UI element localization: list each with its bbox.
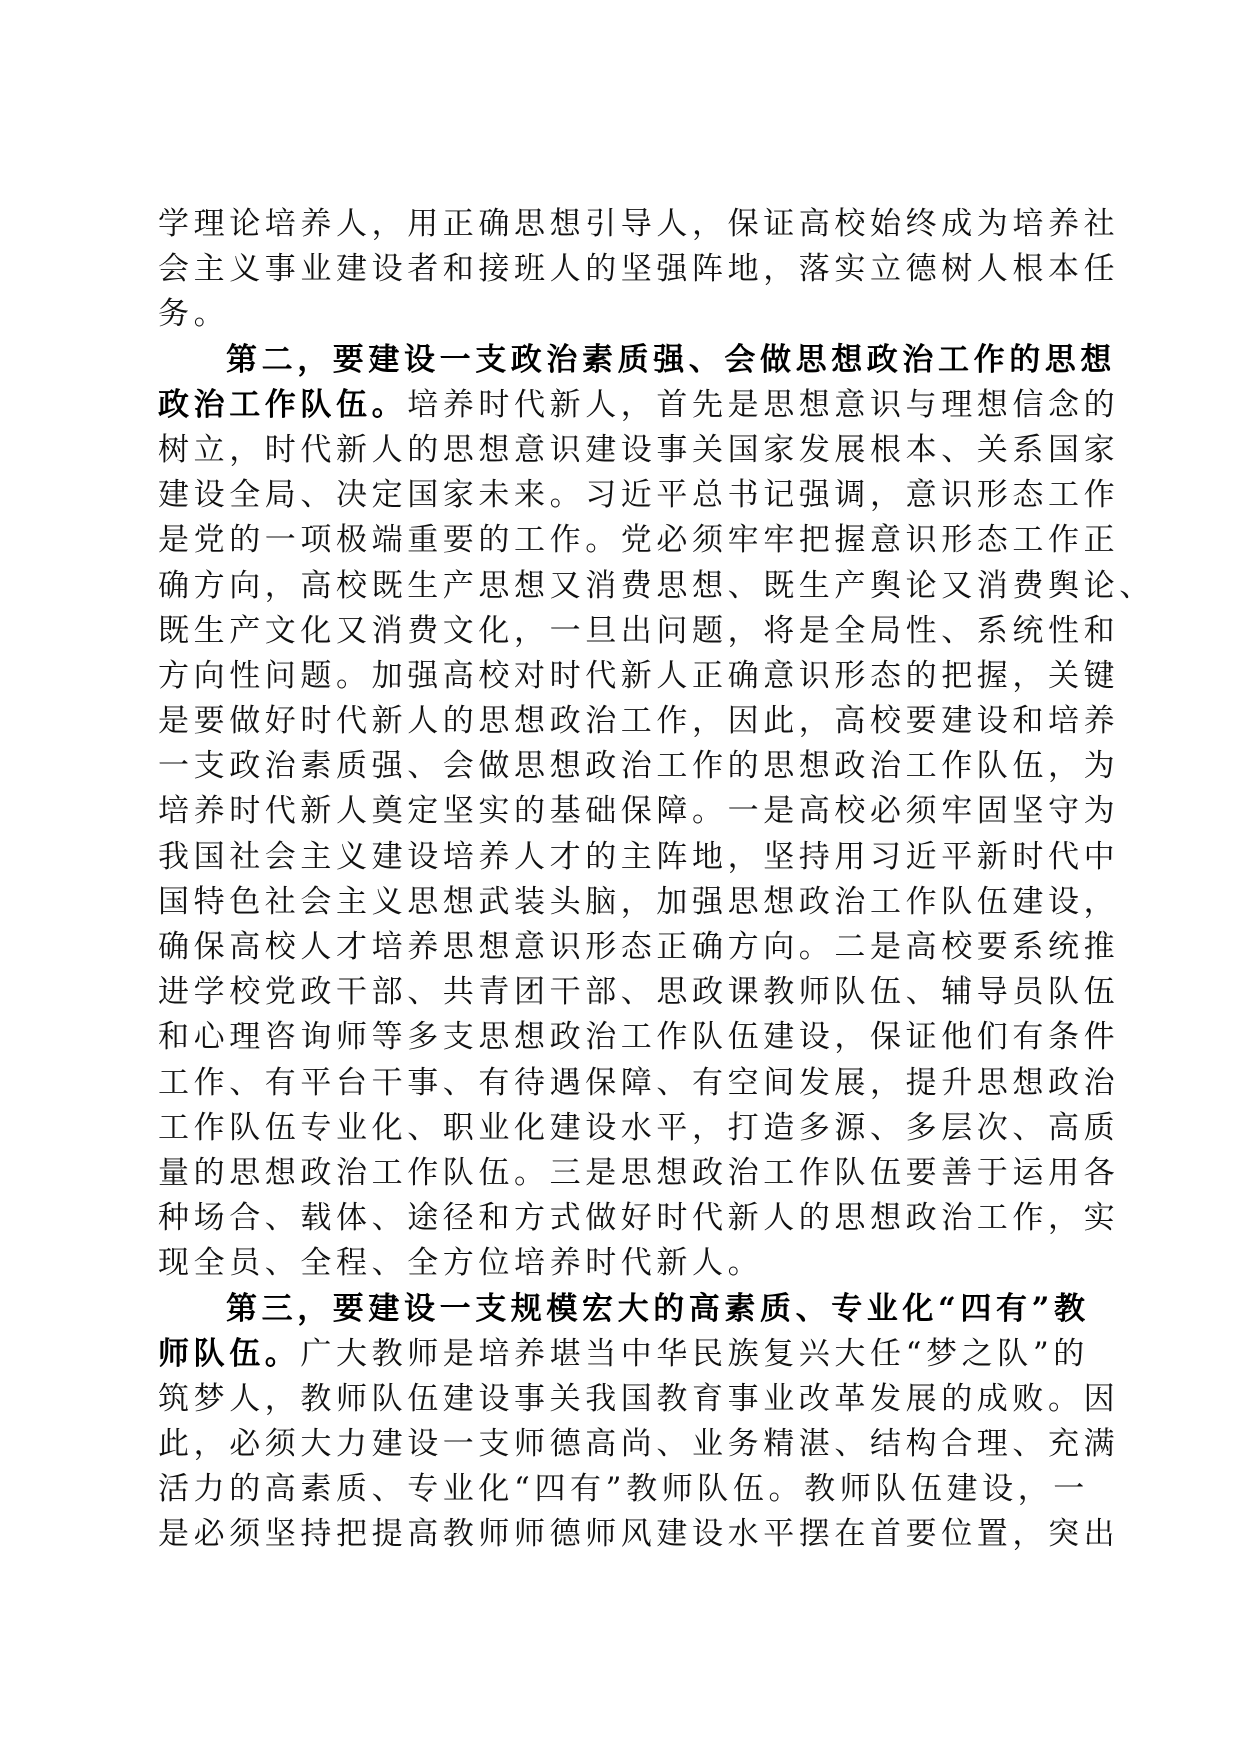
text-line: 工作队伍专业化、职业化建设水平，打造多源、多层次、高质	[158, 1109, 1120, 1146]
text-line: 既生产文化又消费文化，一旦出问题，将是全局性、系统性和	[158, 612, 1120, 649]
text-line: 一支政治素质强、会做思想政治工作的思想政治工作队伍，为	[158, 748, 1120, 785]
text-line: 此，必须大力建设一支师德高尚、业务精湛、结构合理、充满	[158, 1426, 1120, 1463]
section-heading-2-end: 政治工作队伍。	[158, 386, 408, 423]
text-line: 树立，时代新人的思想意识建设事关国家发展根本、关系国家	[158, 431, 1120, 468]
text-line	[158, 1332, 1088, 1377]
section-heading-3-end: 师队伍。	[158, 1335, 301, 1372]
text-line: 活力的高素质、专业化“四有”教师队伍。教师队伍建设，一	[158, 1471, 1089, 1508]
text-line: 是党的一项极端重要的工作。党必须牢牢把握意识形态工作正	[158, 522, 1120, 559]
text-line: 是必须坚持把提高教师师德师风建设水平摆在首要位置，突出	[158, 1516, 1120, 1553]
text-line: 进学校党政干部、共青团干部、思政课教师队伍、辅导员队伍	[158, 974, 1120, 1011]
text-line: 确方向，高校既生产思想又消费思想、既生产舆论又消费舆论、	[158, 567, 1155, 604]
text-line: 国特色社会主义思想武装头脑，加强思想政治工作队伍建设，	[158, 883, 1120, 920]
text-line: 确保高校人才培养思想意识形态正确方向。二是高校要系统推	[158, 929, 1120, 965]
text-line: 工作、有平台干事、有待遇保障、有空间发展，提升思想政治	[158, 1064, 1120, 1101]
text-line: 和心理咨询师等多支思想政治工作队伍建设，保证他们有条件	[158, 1019, 1120, 1056]
section-3-lead: 广大教师是培养堪当中华民族复兴大任“梦之队”的	[300, 1335, 1089, 1372]
text-line: 方向性问题。加强高校对时代新人正确意识形态的把握，关键	[158, 657, 1120, 694]
text-line: 量的思想政治工作队伍。三是思想政治工作队伍要善于运用各	[158, 1154, 1120, 1191]
text-line: 会主义事业建设者和接班人的坚强阵地，落实立德树人根本任	[158, 251, 1120, 288]
text-line: 务。	[158, 296, 230, 333]
text-line: 建设全局、决定国家未来。习近平总书记强调，意识形态工作	[158, 477, 1120, 514]
section-heading-3: 第三，要建设一支规模宏大的高素质、专业化“四有”教	[226, 1290, 1090, 1327]
text-line: 是要做好时代新人的思想政治工作，因此，高校要建设和培养	[158, 703, 1120, 740]
document-body	[158, 202, 1155, 1558]
text-line	[158, 383, 1120, 428]
text-line: 学理论培养人，用正确思想引导人，保证高校始终成为培养社	[158, 206, 1120, 242]
text-line: 筑梦人，教师队伍建设事关我国教育事业改革发展的成败。因	[158, 1380, 1120, 1417]
section-2-lead: 培养时代新人，首先是思想意识与理想信念的	[407, 386, 1120, 423]
text-line: 我国社会主义建设培养人才的主阵地，坚持用习近平新时代中	[158, 838, 1120, 875]
text-line: 培养时代新人奠定坚实的基础保障。一是高校必须牢固坚守为	[158, 793, 1120, 830]
section-heading-2: 第二，要建设一支政治素质强、会做思想政治工作的思想	[226, 341, 1116, 378]
text-line: 种场合、载体、途径和方式做好时代新人的思想政治工作，实	[158, 1200, 1120, 1237]
text-line: 现全员、全程、全方位培养时代新人。	[158, 1245, 764, 1282]
